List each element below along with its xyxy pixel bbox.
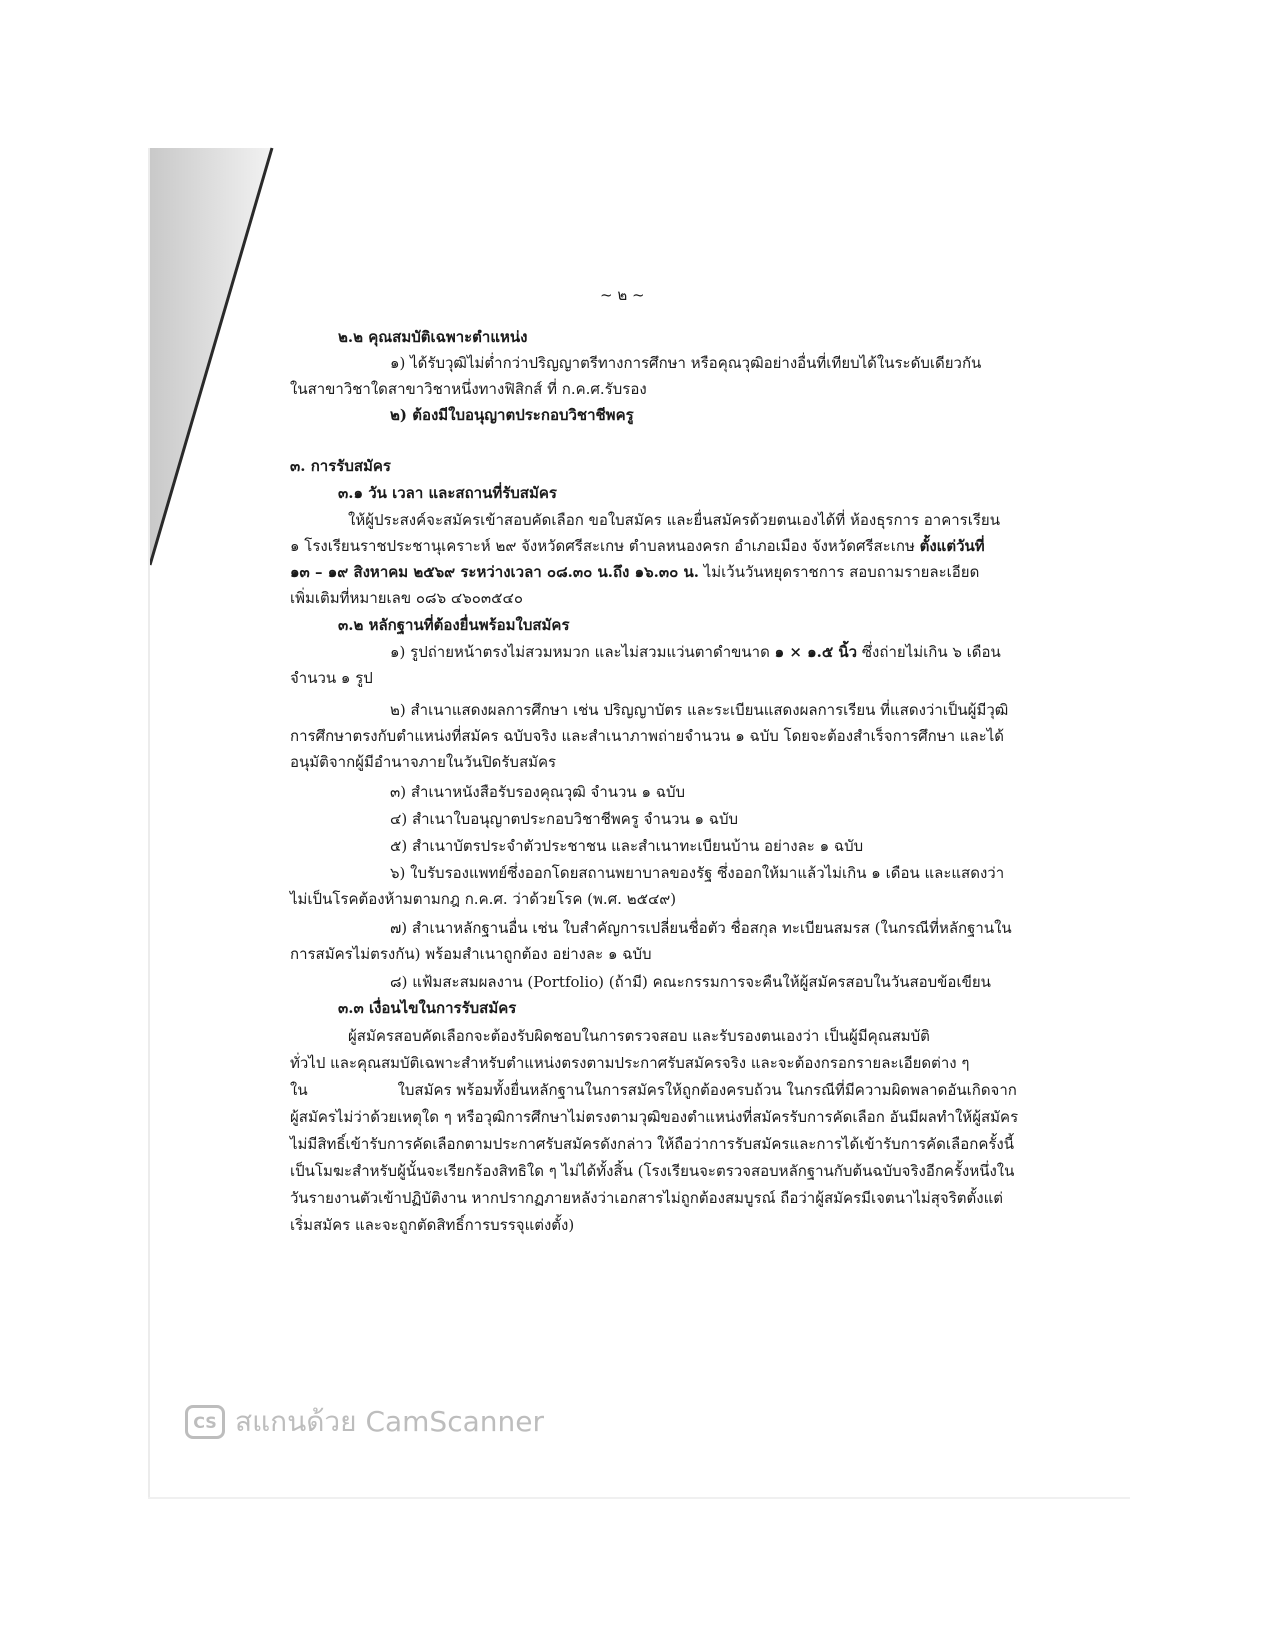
s2-2-item1-line1: ๑) ได้รับวุฒิไม่ต่ำกว่าปริญญาตรีทางการศึกษา หรือคุณวุฒิอย่างอื่นที่เทียบได้ในระดับเดียวกัน — [390, 354, 982, 372]
camscanner-text: สแกนด้วย CamScanner — [235, 1405, 544, 1438]
s3-2-item6-line2: ไม่เป็นโรคต้องห้ามตามกฎ ก.ค.ศ. ว่าด้วยโรค (พ.ศ. ๒๕๔๙) — [290, 890, 677, 908]
s3-2-item7-line2: การสมัครไม่ตรงกัน) พร้อมสำเนาถูกต้อง อย่างละ ๑ ฉบับ — [290, 945, 652, 963]
s2-2-item2: ๒) ต้องมีใบอนุญาตประกอบวิชาชีพครู — [390, 406, 634, 424]
s3-2-item1-line1 — [390, 642, 1110, 662]
s3-2-item1-line2: จำนวน ๑ รูป — [290, 669, 373, 687]
s3-3-line2: ทั่วไป และคุณสมบัติเฉพาะสำหรับตำแหน่งตรงตามประกาศรับสมัครจริง และจะต้องกรอกรายละเอียดต่าง ๆ — [290, 1054, 970, 1072]
camscanner-logo-icon: CS — [185, 1405, 225, 1439]
section-2-2-heading: ๒.๒ คุณสมบัติเฉพาะตำแหน่ง — [338, 328, 528, 346]
s3-2-item2-line1: ๒) สำเนาแสดงผลการศึกษา เช่น ปริญญาบัตร และระเบียนแสดงผลการเรียน ที่แสดงว่าเป็นผู้มีวุฒิ — [390, 701, 1009, 719]
s3-3-line6: เป็นโมฆะสำหรับผู้นั้นจะเรียกร้องสิทธิใด ๆ ไม่ได้ทั้งสิ้น (โรงเรียนจะตรวจสอบหลักฐานกับต้นฉบับจริงอีกครั้งหนึ่งใน — [290, 1162, 1015, 1180]
camscanner-watermark — [185, 1400, 544, 1444]
section-3-1-heading: ๓.๑ วัน เวลา และสถานที่รับสมัคร — [338, 484, 557, 502]
section-3-heading: ๓. การรับสมัคร — [290, 457, 391, 475]
s3-2-item6-line1: ๖) ใบรับรองแพทย์ซึ่งออกโดยสถานพยาบาลของรัฐ ซึ่งออกให้มาแล้วไม่เกิน ๑ เดือน และแสดงว่า — [390, 864, 1005, 882]
s3-1-p-line1: ให้ผู้ประสงค์จะสมัครเข้าสอบคัดเลือก ขอใบสมัคร และยื่นสมัครด้วยตนเองได้ที่ ห้องธุรการ อาคารเรียน — [348, 511, 1000, 529]
s3-3-line3 — [290, 1080, 1017, 1100]
s3-2-item2-line2: การศึกษาตรงกับตำแหน่งที่สมัคร ฉบับจริง และสำเนาภาพถ่ายจำนวน ๑ ฉบับ โดยจะต้องสำเร็จการศึกษา และได้ — [290, 727, 1005, 745]
s3-3-line7: วันรายงานตัวเข้าปฏิบัติงาน หากปรากฏภายหลังว่าเอกสารไม่ถูกต้องสมบูรณ์ ถือว่าผู้สมัครมีเจตนาไม่สุจริตตั้งแต่ — [290, 1189, 1003, 1207]
s3-3-line8: เริ่มสมัคร และจะถูกตัดสิทธิ์การบรรจุแต่งตั้ง) — [290, 1216, 575, 1234]
section-3-2-heading: ๓.๒ หลักฐานที่ต้องยื่นพร้อมใบสมัคร — [338, 616, 570, 634]
s3-1-p-line3-text: ไม่เว้นวันหยุดราชการ สอบถามรายละเอียด — [698, 563, 980, 581]
s3-2-item3: ๓) สำเนาหนังสือรับรองคุณวุฒิ จำนวน ๑ ฉบับ — [390, 783, 686, 801]
s3-1-p-line3-bold: ๑๓ – ๑๙ สิงหาคม ๒๕๖๙ ระหว่างเวลา ๐๘.๓๐ น.ถึง ๑๖.๓๐ น. — [290, 563, 699, 581]
s2-2-item1-line2: ในสาขาวิชาใดสาขาวิชาหนึ่งทางฟิสิกส์ ที่ ก.ค.ศ.รับรอง — [290, 380, 647, 398]
s3-1-p-line2 — [290, 536, 1010, 556]
s3-2-item2-line3: อนุมัติจากผู้มีอำนาจภายในวันปิดรับสมัคร — [290, 753, 557, 771]
s3-2-item1-c: ซึ่งถ่ายไม่เกิน ๖ เดือน — [857, 643, 1001, 661]
s3-3-line1: ผู้สมัครสอบคัดเลือกจะต้องรับผิดชอบในการตรวจสอบ และรับรองตนเองว่า เป็นผู้มีคุณสมบัติ — [348, 1027, 930, 1045]
s3-2-item1-b: ๑ × ๑.๕ นิ้ว — [774, 643, 858, 661]
page-number: ~ ๒ ~ — [600, 286, 645, 304]
section-3-3-heading: ๓.๓ เงื่อนไขในการรับสมัคร — [338, 999, 517, 1017]
s3-2-item4: ๔) สำเนาใบอนุญาตประกอบวิชาชีพครู จำนวน ๑ ฉบับ — [390, 810, 739, 828]
s3-1-p-line4: เพิ่มเติมที่หมายเลข ๐๘๖ ๔๖๐๓๕๔๐ — [290, 589, 524, 607]
s3-3-line5: ไม่มีสิทธิ์เข้ารับการคัดเลือกตามประกาศรับสมัครดังกล่าว ให้ถือว่าการรับสมัครและการได้เข้ารับการคัดเลือกครั้งนี้ — [290, 1135, 1015, 1153]
s3-3-line3-b: ใบสมัคร พร้อมทั้งยื่นหลักฐานในการสมัครให้ถูกต้องครบถ้วน ในกรณีที่มีความผิดพลาดอันเกิดจาก — [397, 1081, 1017, 1099]
s3-2-item5: ๕) สำเนาบัตรประจำตัวประชาชน และสำเนาทะเบียนบ้าน อย่างละ ๑ ฉบับ — [390, 837, 864, 855]
s3-3-line3-a: ใน — [290, 1081, 308, 1099]
s3-1-p-line3 — [290, 562, 1010, 582]
s3-2-item1-a: ๑) รูปถ่ายหน้าตรงไม่สวมหมวก และไม่สวมแว่นตาดำขนาด — [390, 643, 775, 661]
s3-3-line4: ผู้สมัครไม่ว่าด้วยเหตุใด ๆ หรือวุฒิการศึกษาไม่ตรงตามวุฒิของตำแหน่งที่สมัครรับการคัดเลือก อันมีผลทำให้ผู้สมัคร — [290, 1108, 1019, 1126]
s3-2-item7-line1: ๗) สำเนาหลักฐานอื่น เช่น ใบสำคัญการเปลี่ยนชื่อตัว ชื่อสกุล ทะเบียนสมรส (ในกรณีที่หลักฐานใน — [390, 919, 1012, 937]
s3-2-item8: ๘) แฟ้มสะสมผลงาน (Portfolio) (ถ้ามี) คณะกรรมการจะคืนให้ผู้สมัครสอบในวันสอบข้อเขียน — [390, 973, 991, 991]
s3-1-p-line2-text: ๑ โรงเรียนราชประชานุเคราะห์ ๒๙ จังหวัดศรีสะเกษ ตำบลหนองครก อำเภอเมือง จังหวัดศรีสะเกษ — [290, 537, 920, 555]
s3-1-p-line2-bold: ตั้งแต่วันที่ — [919, 537, 985, 555]
